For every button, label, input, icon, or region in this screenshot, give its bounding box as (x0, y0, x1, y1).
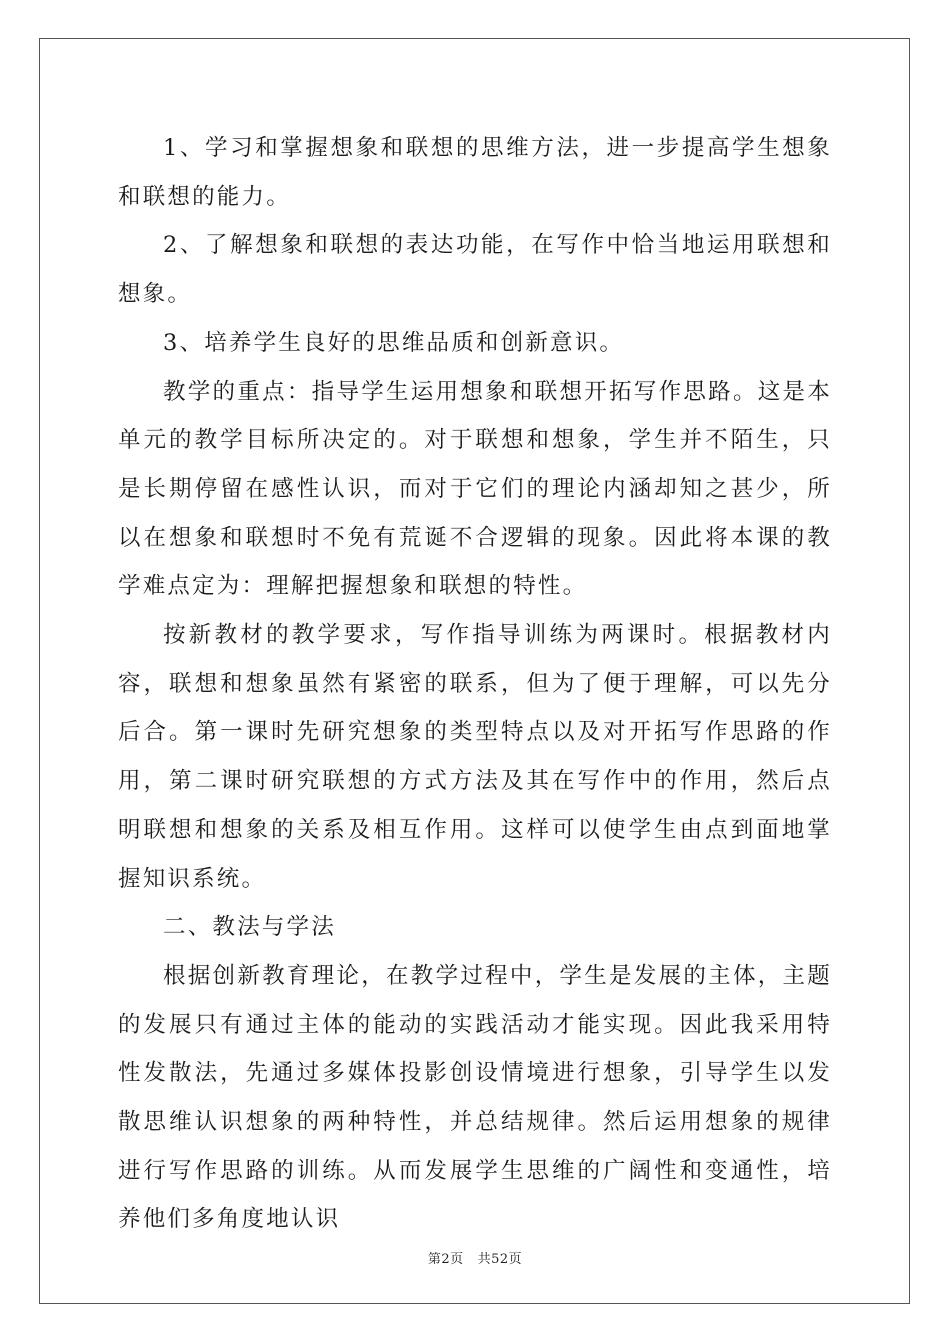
page-number: 第2页 (427, 1252, 464, 1267)
document-body (118, 124, 832, 1244)
paragraph-methods: 根据创新教育理论，在教学过程中，学生是发展的主体，主题的发展只有通过主体的能动的实践活动才能实现。因此我采用特性发散法，先通过多媒体投影创设情境进行想象，引导学生以发散思维认识想象的两种特性，并总结规律。然后运用想象的规律进行写作思路的训练。从而发展学生思维的广阔性和变通性，培养他们多角度地认识 (118, 962, 832, 1233)
paragraph-lesson-plan: 按新教材的教学要求，写作指导训练为两课时。根据教材内容，联想和想象虽然有紧密的联系，但为了便于理解，可以先分后合。第一课时先研究想象的类型特点以及对开拓写作思路的作用，第二课时研究联想的方式方法及其在写作中的作用，然后点明联想和想象的关系及相互作用。这样可以使学生由点到面地掌握知识系统。 (118, 622, 832, 892)
page-total: 共52页 (477, 1252, 523, 1267)
paragraph-objective-1: 1、学习和掌握想象和联想的思维方法，进一步提高学生想象和联想的能力。 (118, 135, 832, 210)
paragraph-teaching-focus: 教学的重点：指导学生运用想象和联想开拓写作思路。这是本单元的教学目标所决定的。对于联想和想象，学生并不陌生，只是长期停留在感性认识，而对于它们的理论内涵却知之甚少，所以在想象和联想时不免有荒诞不合逻辑的现象。因此将本课的教学难点定为：理解把握想象和联想的特性。 (118, 378, 832, 600)
section-heading-methods: 二、教法与学法 (163, 914, 336, 941)
page-footer (0, 1248, 950, 1267)
paragraph-objective-3: 3、培养学生良好的思维品质和创新意识。 (163, 329, 625, 356)
paragraph-objective-2: 2、了解想象和联想的表达功能，在写作中恰当地运用联想和想象。 (118, 232, 832, 308)
